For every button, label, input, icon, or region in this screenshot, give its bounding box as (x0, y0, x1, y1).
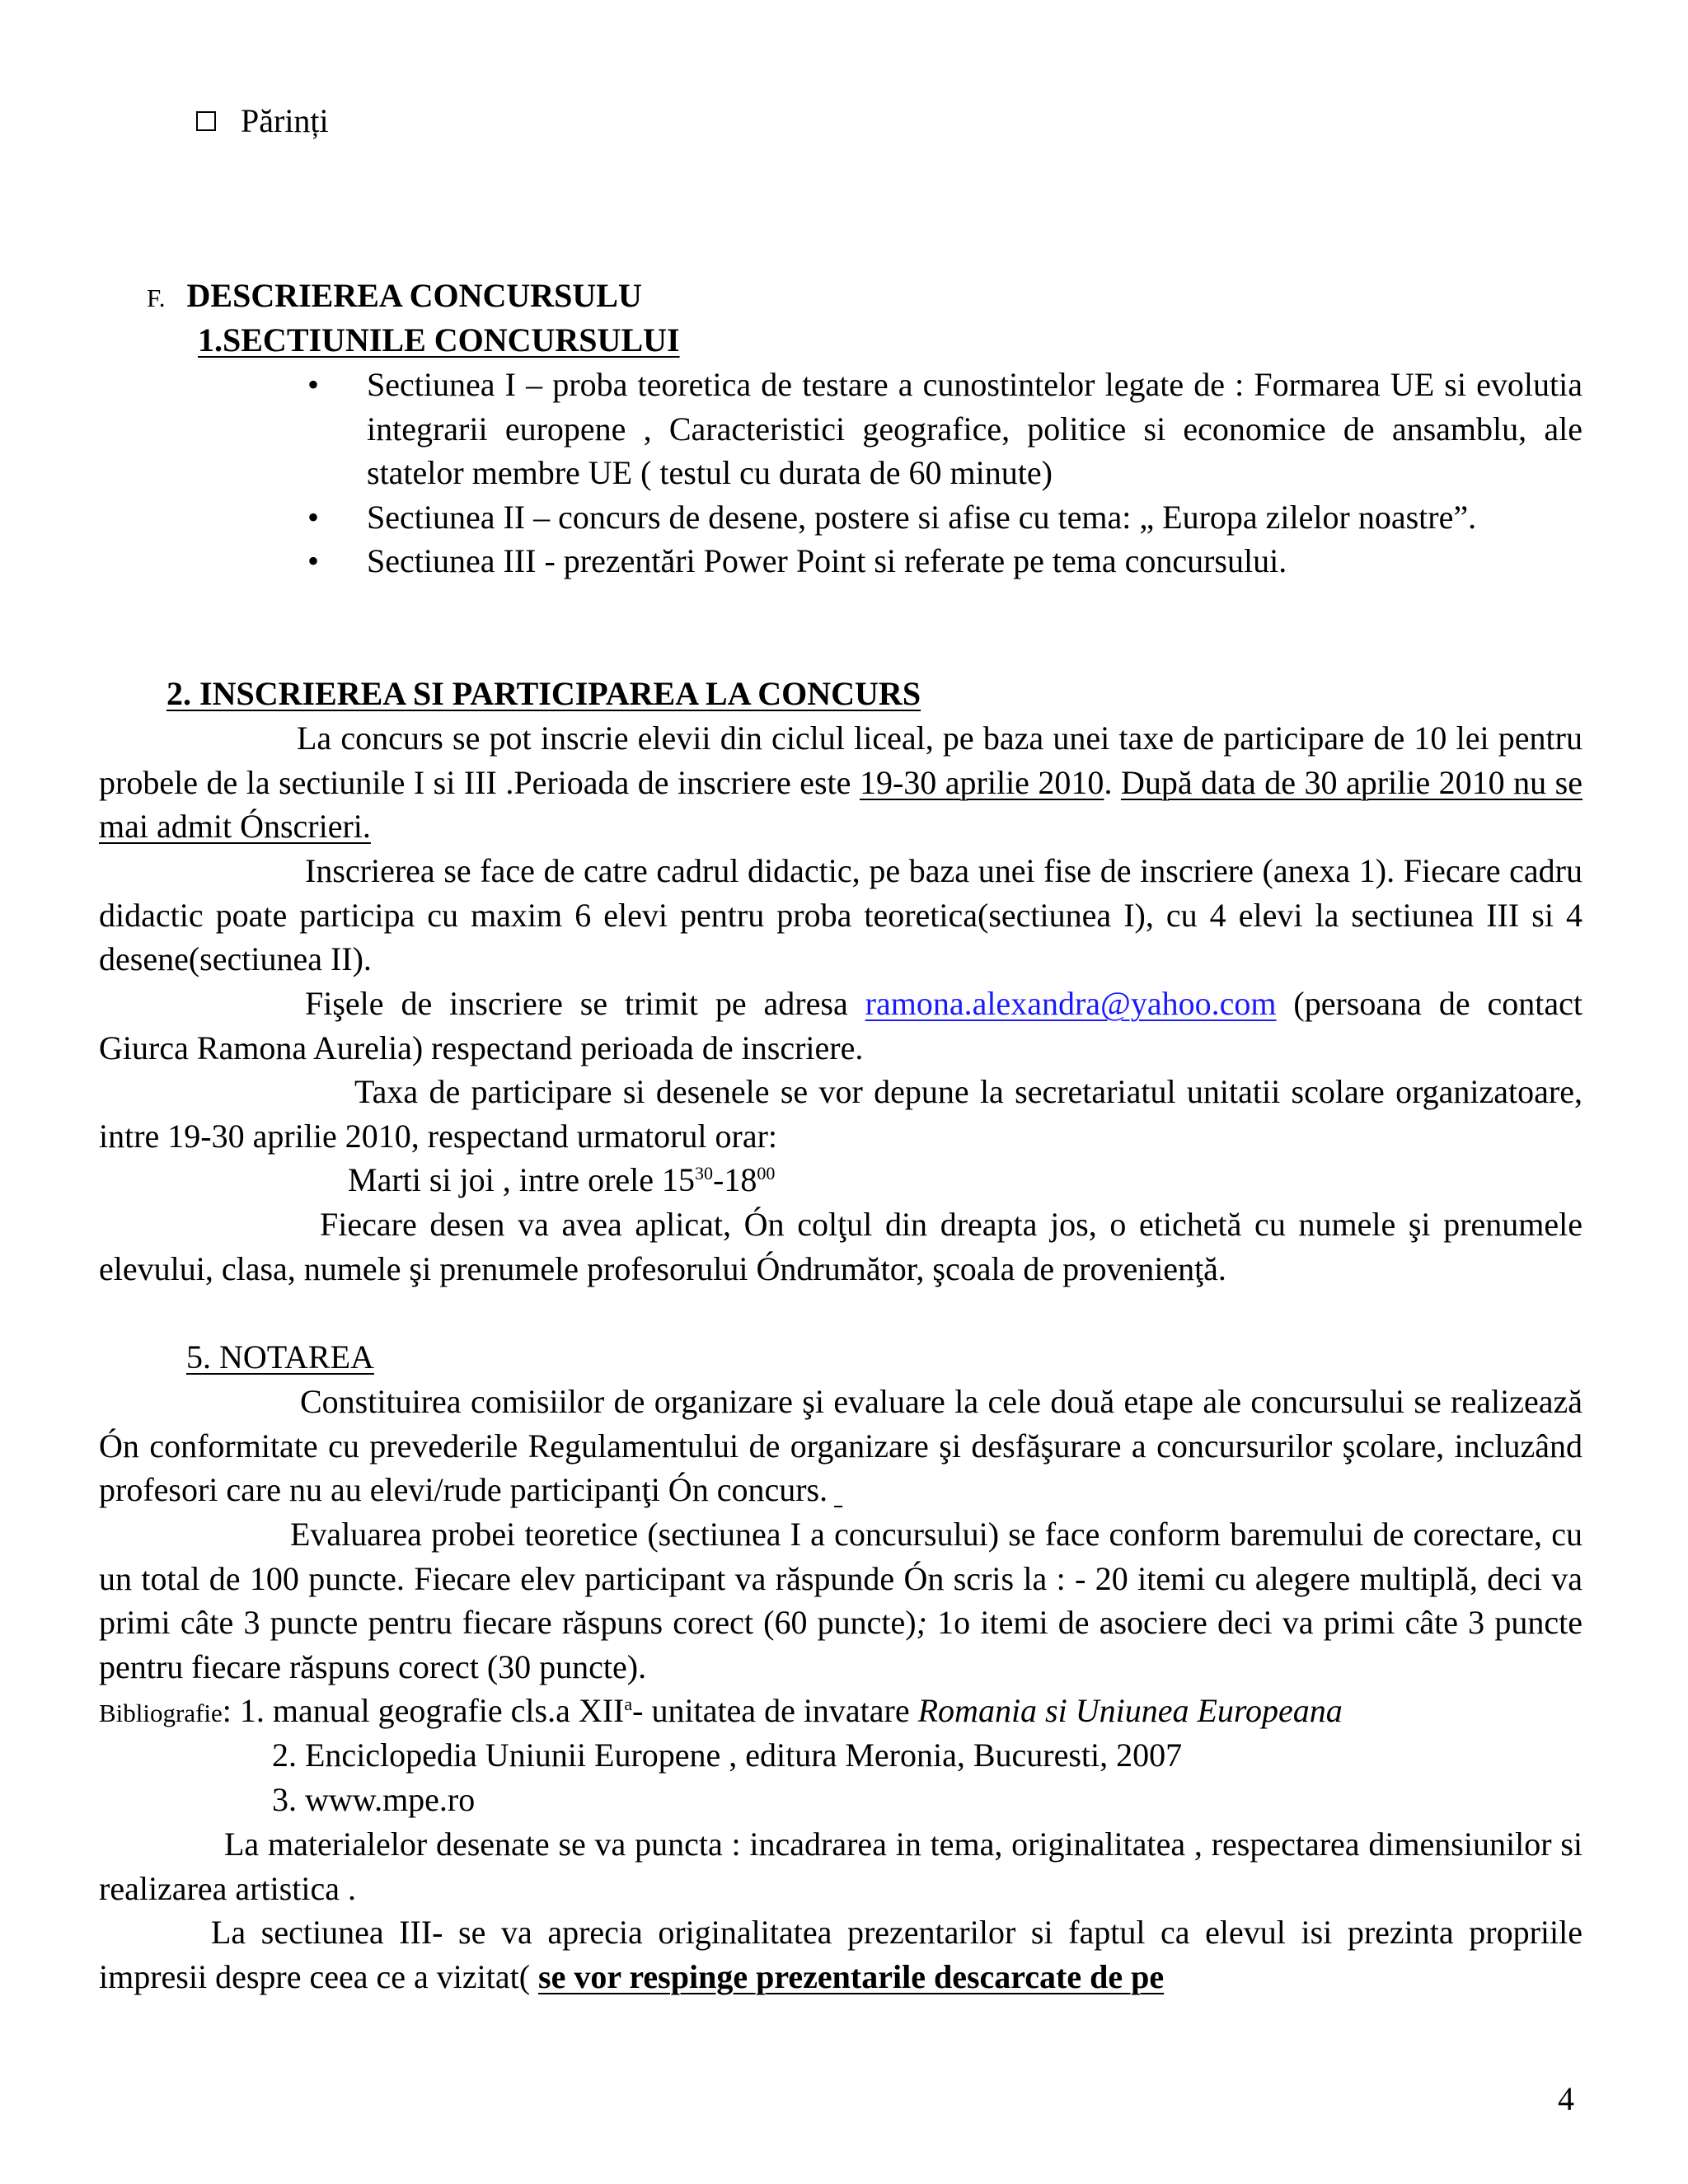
deadline-note: După data de 30 aprilie 2010 nu se mai admit Ónscrieri. (99, 763, 1582, 845)
list-item: • Sectiunea II – concurs de desene, postere si afise cu tema: „ Europa zilelor noastre”. (313, 495, 1582, 540)
list-item: • Sectiunea I – proba teoretica de testare a cunostintelor legate de : Formarea UE si evolutia integrarii europene , Caracteristici geografice, politice si economice de ansamblu, ale statelor membre UE ( testul cu durata de 60 minute) (313, 363, 1582, 495)
rejection-note: se vor respinge prezentarile descarcate de pe (538, 1957, 1165, 1995)
period-dates: 19-30 aprilie 2010 (859, 763, 1104, 801)
bibliography-item-1: Bibliografie: 1. manual geografie cls.a XII$^a$- unitatea de invatare Romania si Uniunea Europeana (99, 1692, 1343, 1729)
schedule-line: Marti si joi , intre orele $15^{30}-18^{00}$ (348, 1161, 776, 1198)
checkbox-icon (196, 111, 216, 131)
list-item: • Sectiunea III - prezentări Power Point si referate pe tema concursului. (313, 539, 1582, 583)
paragraph-taxa: Taxa de participare si desenele se vor depune la secretariatul unitatii scolare organizatoare, intre 19-30 aprilie 2010, respectand urmatorul orar: (99, 1073, 1582, 1155)
sectiunile-heading: 1.SECTIUNILE CONCURSULUI (198, 321, 680, 359)
email-link[interactable]: ramona.alexandra@yahoo.com (865, 985, 1277, 1022)
section-f-title: DESCRIEREA CONCURSULU (186, 277, 642, 314)
paragraph-evaluare: Evaluarea probei teoretice (sectiunea I a concursului) se face conform baremului de corectare, cu un total de 100 puncte. Fiecare elev participant va răspunde Ón scris la : - 20 itemi cu alegere multiplă, deci va primi câte 3 puncte pentru fiecare răspuns corect (60 puncte); 1o itemi de asociere deci va primi câte 3 puncte pentru fiecare răspuns corect (30 puncte). (99, 1516, 1583, 1685)
page-number: 4 (1558, 2080, 1574, 2117)
paragraph-comisii: Constituirea comisiilor de organizare şi evaluare la cele două etape ale concursului se realizează Ón conformitate cu prevederile Regulamentului de organizare şi desfăşurare a concursurilor şcolare, incluzând profesori care nu au elevi/rude participanţi Ón concurs. (99, 1383, 1582, 1508)
bibliography-item-2: 2. Enciclopedia Uniunii Europene , editura Meronia, Bucuresti, 2007 (272, 1736, 1183, 1774)
bullet-icon: • (307, 498, 320, 536)
notarea-heading: 5. NOTAREA (186, 1338, 374, 1376)
paragraph-inscriere: La concurs se pot inscrie elevii din ciclul liceal, pe baza unei taxe de participare de 10 lei pentru probele de la sectiunile I si III .Perioada de inscriere este 19-30 aprilie 2010. După data de 30 aprilie 2010 nu se mai admit Ónscrieri. (99, 719, 1582, 845)
inscrierea-heading: 2. INSCRIEREA SI PARTICIPAREA LA CONCURS (166, 675, 921, 712)
sections-list (307, 363, 1582, 583)
bibliography-label: Bibliografie (99, 1699, 223, 1727)
parinti-option (196, 99, 329, 143)
parinti-label: Părinți (241, 102, 329, 139)
section-f-letter: F. (147, 284, 166, 312)
paragraph-desene: La materialelor desenate se va puncta : incadrarea in tema, originalitatea , respectarea dimensiunilor si realizarea artistica . (99, 1825, 1582, 1907)
bullet-icon: • (307, 366, 320, 403)
bullet-icon: • (307, 542, 320, 579)
section-f-heading (147, 274, 642, 321)
bibliography-item-3: 3. www.mpe.ro (272, 1781, 476, 1818)
paragraph-eticheta: Fiecare desen va avea aplicat, Ón colţul din dreapta jos, o etichetă cu numele şi prenumele elevului, clasa, numele şi prenumele profesorului Óndrumător, şcoala de provenienţă. (99, 1206, 1582, 1287)
paragraph-adresa: Fişele de inscriere se trimit pe adresa ramona.alexandra@yahoo.com (persoana de contact Giurca Ramona Aurelia) respectand perioada de inscriere. (99, 985, 1582, 1066)
paragraph-sectiunea-iii: La sectiunea III- se va aprecia originalitatea prezentarilor si faptul ca elevul isi prezinta propriile impresii despre ceea ce a vizitat( se vor respinge prezentarile descarcate de pe (99, 1914, 1582, 1995)
paragraph-cadru-didactic: Inscrierea se face de catre cadrul didactic, pe baza unei fise de inscriere (anexa 1). Fiecare cadru didactic poate participa cu maxim 6 elevi pentru proba teoretica(sectiunea I), cu 4 elevi la sectiunea III si 4 desene(sectiunea II). (99, 852, 1582, 977)
